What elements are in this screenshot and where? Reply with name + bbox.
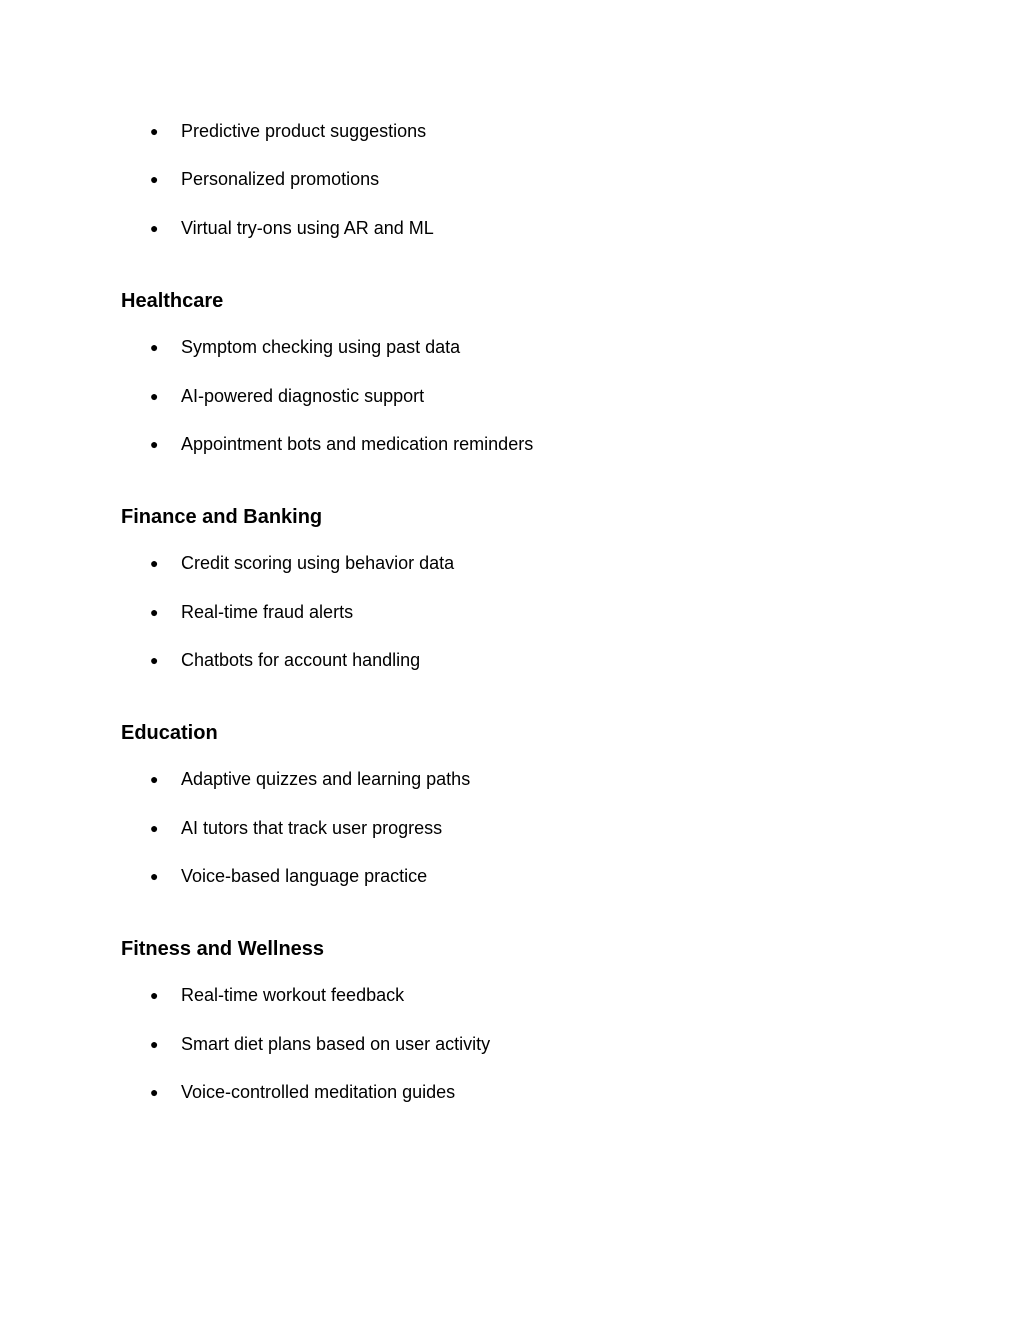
section-heading: Fitness and Wellness [121,938,325,960]
bullet-icon: ● [150,388,159,404]
list-item-text: Chatbots for account handling [181,650,421,670]
list-item [150,1031,490,1057]
list-item-text: Real-time fraud alerts [181,602,354,622]
list-item-text: Virtual try-ons using AR and ML [181,218,434,238]
section-heading: Finance and Banking [121,506,323,528]
bullet-icon: ● [150,339,159,355]
list-item [150,982,404,1008]
list-item [150,166,379,192]
list-item-text: Voice-based language practice [181,866,428,886]
list-item-text: Symptom checking using past data [181,337,461,357]
list-item [150,334,460,360]
bullet-icon: ● [150,652,159,668]
list-item [150,815,442,841]
list-item-text: Real-time workout feedback [181,985,405,1005]
list-item-text: Voice-controlled meditation guides [181,1082,456,1102]
list-item [150,1079,455,1105]
list-item [150,647,420,673]
list-item [150,550,454,576]
bullet-icon: ● [150,220,159,236]
list-item [150,766,470,792]
list-item-text: AI tutors that track user progress [181,818,443,838]
bullet-icon: ● [150,987,159,1003]
section-heading: Healthcare [121,290,224,312]
bullet-icon: ● [150,555,159,571]
bullet-icon: ● [150,123,159,139]
bullet-icon: ● [150,171,159,187]
list-item [150,215,434,241]
bullet-icon: ● [150,436,159,452]
list-item [150,431,533,457]
list-item-text: Personalized promotions [181,169,380,189]
bullet-icon: ● [150,868,159,884]
bullet-icon: ● [150,604,159,620]
bullet-icon: ● [150,820,159,836]
list-item [150,599,353,625]
bullet-icon: ● [150,1036,159,1052]
list-item-text: Credit scoring using behavior data [181,553,455,573]
bullet-icon: ● [150,771,159,787]
list-item-text: AI-powered diagnostic support [181,386,425,406]
list-item-text: Smart diet plans based on user activity [181,1034,491,1054]
bullet-icon: ● [150,1084,159,1100]
list-item-text: Predictive product suggestions [181,121,427,141]
list-item [150,118,426,144]
list-item [150,863,427,889]
section-heading: Education [121,722,218,744]
list-item-text: Adaptive quizzes and learning paths [181,769,471,789]
list-item [150,383,424,409]
list-item-text: Appointment bots and medication reminders [181,434,534,454]
